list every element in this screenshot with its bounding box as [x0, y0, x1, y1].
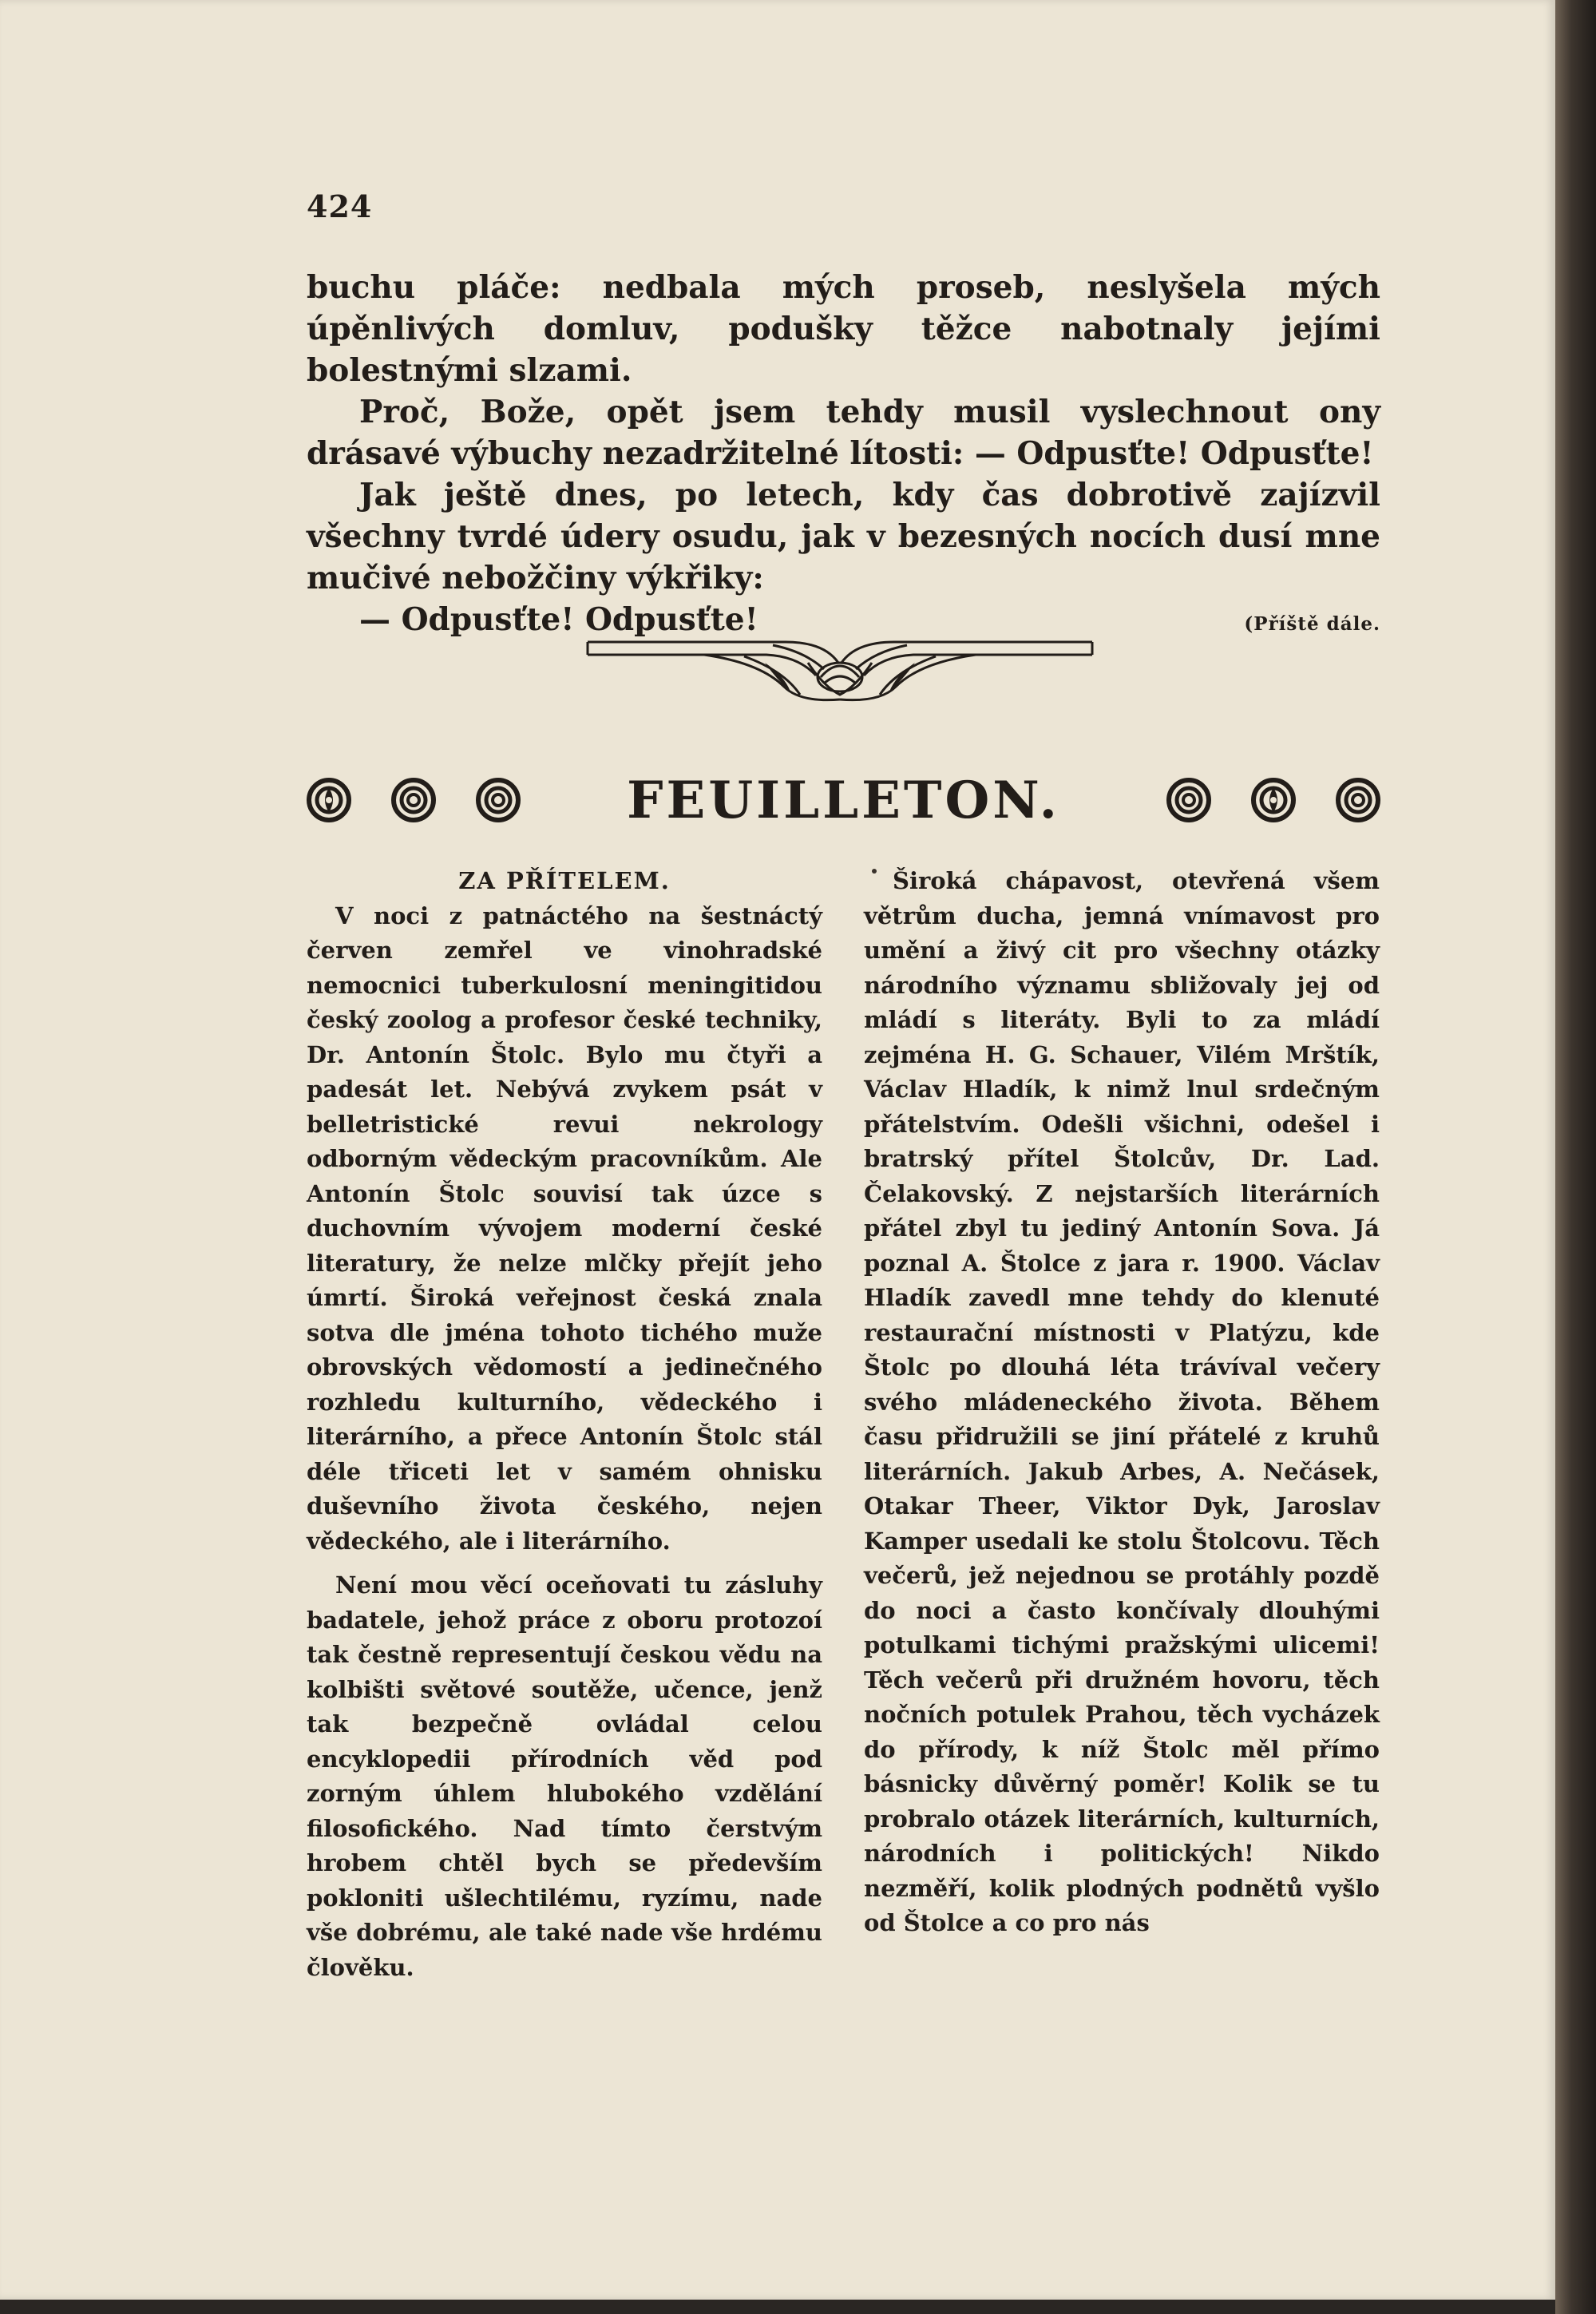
intro-paragraph-1: buchu pláče: nedbala mých proseb, neslyšela mých úpěnlivých domluv, podušky těžce nabotnaly jejími bolestnými slzami.: [307, 269, 1380, 389]
rosette-icon: [476, 778, 521, 822]
section-title: FEUILLETON.: [627, 770, 1060, 830]
page-bottom-edge: [0, 2300, 1555, 2314]
rosette-icon: [307, 778, 351, 822]
rosettes-right: [1166, 778, 1380, 822]
rosette-icon: [391, 778, 436, 822]
article-column-left: [307, 864, 822, 1985]
section-header: [307, 767, 1380, 834]
intro-paragraph-3: Jak ještě dnes, po letech, kdy čas dobrotivě zajízvil všechny tvrdé údery osudu, jak v bezesných nocích dusí mne mučivé nebožčiny výkřiky:: [307, 477, 1380, 596]
rosettes-left: [307, 778, 521, 822]
article-subheading: ZA PŘÍTELEM.: [458, 867, 671, 894]
story-ending: [307, 267, 1380, 645]
article-column-right: [864, 864, 1380, 1941]
continuation-note: (Příště dále.: [1244, 613, 1380, 635]
rosette-icon: [1251, 778, 1296, 822]
closing-line: — Odpusťte! Odpusťte!: [359, 601, 758, 638]
page-number: 424: [307, 188, 373, 224]
rosette-icon: [1166, 778, 1211, 822]
book-spine-shadow: [1555, 0, 1596, 2314]
ornament-vignette: [584, 631, 1095, 711]
article-paragraph: V noci z patnáctého na šestnáctý červen zemřel ve vinohradské nemocnici tuberkulosní meningitidou český zoolog a profesor české techniky, Dr. Antonín Štolc. Bylo mu čtyři a padesát let. Nebývá zvykem psát v belletristické revui nekrology odborným vědeckým pracovníkům. Ale Antonín Štolc souvisí tak úzce s duchovním vývojem moderní české literatury, že nelze mlčky přejít jeho úmrtí. Široká veřejnost česká znala sotva dle jména tohoto tichého muže obrovských vědomostí a jedinečného rozhledu kulturního, vědeckého i literárního, a přece Antonín Štolc stál déle třiceti let v samém ohnisku duševního života českého, nejen vědeckého, ale i literárního.: [307, 901, 822, 1555]
article-paragraph: Není mou věcí oceňovati tu zásluhy badatele, jehož práce z oboru protozoí tak čestně representují českou vědu na kolbišti světové soutěže, učence, jenž tak bezpečně ovládal celou encyklopedii přírodních věd pod zorným úhlem hlubokého vzdělání filosofického. Nad tímto čerstvým hrobem chtěl bych se především pokloniti ušlechtilému, ryzímu, nade vše dobrému, ale také nade vše hrdému člověku.: [307, 1571, 822, 1981]
article-paragraph: Široká chápavost, otevřená všem větrům ducha, jemná vnímavost pro umění a živý cit pro všechny otázky národního významu sbližovaly jej od mládí s literáty. Byli to za mládí zejména H. G. Schauer, Vilém Mrštík, Václav Hladík, k nimž lnul srdečným přátelstvím. Odešli všichni, odešel i bratrský přítel Štolcův, Dr. Lad. Čelakovský. Z nejstarších literárních přátel zbyl tu jediný Antonín Sova. Já poznal A. Štolce z jara r. 1900. Václav Hladík zavedl mne tehdy do klenuté restaurační místnosti v Platýzu, kde Štolc po dlouhá léta trávíval večery svého mládeneckého života. Během času přidružili se jiní přátelé z kruhů literárních. Jakub Arbes, A. Nečásek, Otakar Theer, Viktor Dyk, Jaroslav Kamper usedali ke stolu Štolcovu. Těch večerů, jež nejednou se protáhly pozdě do noci a často končívaly dlouhými potulkami tichými pražskými ulicemi! Těch večerů při družném hovoru, těch nočních potulek Prahou, těch vycházek do přírody, k níž Štolc měl přímo básnicky důvěrný poměr! Kolik se tu probralo otázek literárních, kulturních, národních i politických! Nikdo nezměří, kolik plodných podnětů vyšlo od Štolce a co pro nás: [864, 867, 1380, 1936]
intro-paragraph-2: Proč, Bože, opět jsem tehdy musil vyslechnout ony drásavé výbuchy nezadržitelné lítosti: — Odpusťte! Odpusťte!: [307, 394, 1380, 472]
rosette-icon: [1336, 778, 1380, 822]
